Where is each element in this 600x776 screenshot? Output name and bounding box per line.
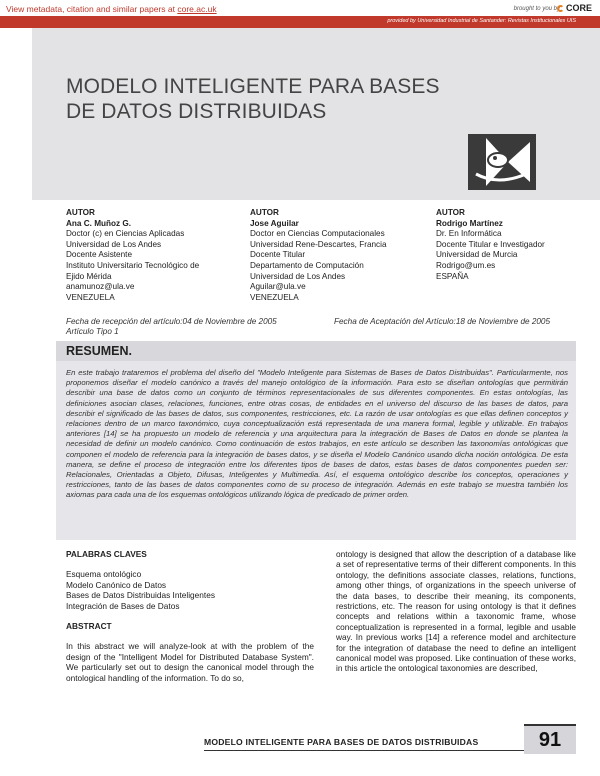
author-line: Doctor en Ciencias Computacionales bbox=[250, 229, 385, 239]
author-line: Docente Asistente bbox=[66, 250, 132, 260]
received-info bbox=[66, 317, 326, 337]
received-date: Fecha de recepción del artículo:04 de Noviembre de 2005 bbox=[66, 317, 277, 326]
running-title: MODELO INTELIGENTE PARA BASES DE DATOS DISTRIBUIDAS bbox=[204, 737, 479, 747]
author-line: Universidad de Murcia bbox=[436, 250, 518, 260]
author-line: Universidad Rene-Descartes, Francia bbox=[250, 239, 387, 249]
core-icon bbox=[557, 5, 564, 12]
metadata-notice bbox=[6, 4, 217, 14]
resumen-heading: RESUMEN. bbox=[66, 344, 132, 358]
metadata-text: View metadata, citation and similar papers at bbox=[6, 4, 178, 14]
keyword-item: Bases de Datos Distribuidas Inteligentes bbox=[66, 590, 215, 601]
abstract-heading: ABSTRACT bbox=[66, 621, 112, 632]
author-line: VENEZUELA bbox=[66, 292, 115, 302]
journal-logo-icon bbox=[468, 134, 536, 190]
author-2 bbox=[250, 208, 430, 303]
resumen-header-bar bbox=[56, 341, 576, 361]
accepted-date: Fecha de Aceptación del Artículo:18 de Noviembre de 2005 bbox=[334, 317, 551, 326]
author-name: Rodrigo Martínez bbox=[436, 218, 503, 228]
author-line: VENEZUELA bbox=[250, 292, 299, 302]
author-line: ESPAÑA bbox=[436, 271, 469, 281]
resumen-text: En este trabajo trataremos el problema del diseño del "Modelo Inteligente para Sistemas de Bases de Datos Distribuidas". Particularmente, nos proponemos diseñar el modelo canónico a través del manejo ontológico de la información. Para esto se diseñan ontologías que permitirán describir una base de datos como un conjunto de términos representacionales de sus diferentes componentes. En estas ontologías, las definiciones asocian clases, relaciones, funciones, entre otras cosas, de entidades en el universo del discurso de las bases de datos, para describir el significado de las bases de datos, sus componentes, restricciones, etc. La razón de usar ontologías es que ellas definen conceptos y relaciones dentro de un marco taxonómico, cuya conceptualización está representada de una manera formal, legible y utilizable. En trabajos anteriores [14] se ha propuesto un modelo de referencia y una arquitectura para la integración de Bases de Datos en donde se plantea la necesidad de definir un modelo canónico. Como continuación de estos trabajos, en este artículo se describen las taxonomías ontológicas que componen el modelo de referencia para la integración de bases datos, y se diseña el Modelo Canónico usando dicha noción ontológica. De esta manera, se define el proceso de integración entre los diferentes tipos de bases de datos, estas bases de datos componentes pueden ser: Relacionales, Orientadas a Objeto, Difusas, Inteligentes y Multimedia. Así, el esquema ontológico describe los conceptos, operaciones y restricciones, tanto de las bases de datos componentes como de su proceso de integración. Además en este trabajo se muestra también los axiomas para cada una de los esquemas ontológicos utilizando lógica de predicado de primer orden. bbox=[66, 368, 568, 500]
author-email[interactable]: Aguilar@ula.ve bbox=[250, 282, 306, 292]
keyword-item: Integración de Bases de Datos bbox=[66, 600, 180, 611]
provided-by-text: provided by Universidad Industrial de Santander: Revistas Institucionales UIS bbox=[387, 18, 576, 24]
article-title: MODELO INTELIGENTE PARA BASES DE DATOS DISTRIBUIDAS bbox=[66, 75, 440, 123]
core-label: CORE bbox=[565, 3, 592, 13]
keywords-heading: PALABRAS CLAVES bbox=[66, 549, 147, 559]
author-line: Docente Titular bbox=[250, 250, 306, 260]
keyword-item: Esquema ontológico bbox=[66, 569, 142, 580]
author-name: Jose Aguilar bbox=[250, 218, 299, 228]
author-name: Ana C. Muñoz G. bbox=[66, 218, 132, 228]
page-number: 91 bbox=[524, 724, 576, 754]
author-line: Ejido Mérida bbox=[66, 271, 112, 281]
article-type: Artículo Tipo 1 bbox=[66, 327, 119, 336]
author-1 bbox=[66, 208, 246, 303]
core-logo[interactable] bbox=[557, 3, 592, 13]
body-text: ontology is designed that allow the description of a database like a set of representative terms of their different components. In this ontology, the definitions associate classes, relations, functions, among other things, of organizations in the speech universe of the data bases, to describe their meaning, its components, restrictions, etc. The reason for using ontology is that it defines concepts and relations within a taxonomic frame, whose conceptualization is represented in a formal, legible and usable way. In previous works [14] a reference model and architecture for the integration of database the need to define an intelligent canonical model was proposed. Like continuation of these works, in this article the ontological taxonomies are described, bbox=[336, 549, 576, 674]
author-line: Universidad de Los Andes bbox=[66, 239, 162, 249]
author-email[interactable]: anamunoz@ula.ve bbox=[66, 282, 135, 292]
brought-by-text: brought to you by bbox=[513, 6, 560, 12]
author-line: Departamento de Computación bbox=[250, 260, 364, 270]
core-link[interactable]: core.ac.uk bbox=[177, 4, 217, 14]
author-3 bbox=[436, 208, 586, 282]
author-label: AUTOR bbox=[436, 208, 465, 217]
author-line: Doctor (c) en Ciencias Aplicadas bbox=[66, 229, 185, 239]
author-line: Instituto Universitario Tecnológico de bbox=[66, 260, 200, 270]
left-column bbox=[66, 549, 314, 683]
right-column bbox=[336, 549, 576, 674]
author-label: AUTOR bbox=[66, 208, 95, 217]
author-line: Docente Titular e Investigador bbox=[436, 239, 545, 249]
footer-rule bbox=[204, 750, 524, 751]
author-line: Dr. En Informática bbox=[436, 229, 502, 239]
keyword-item: Modelo Canónico de Datos bbox=[66, 579, 167, 590]
author-label: AUTOR bbox=[250, 208, 279, 217]
author-email[interactable]: Rodrigo@um.es bbox=[436, 260, 496, 270]
provided-by-bar bbox=[0, 16, 600, 28]
abstract-text: In this abstract we will analyze-look at with the problem of the design of the "Intelligent Model for Distributed Database System". We particularly set out to design the canonical model through the ontological handling of the information. To do so, bbox=[66, 641, 314, 683]
author-line: Universidad de Los Andes bbox=[250, 271, 346, 281]
